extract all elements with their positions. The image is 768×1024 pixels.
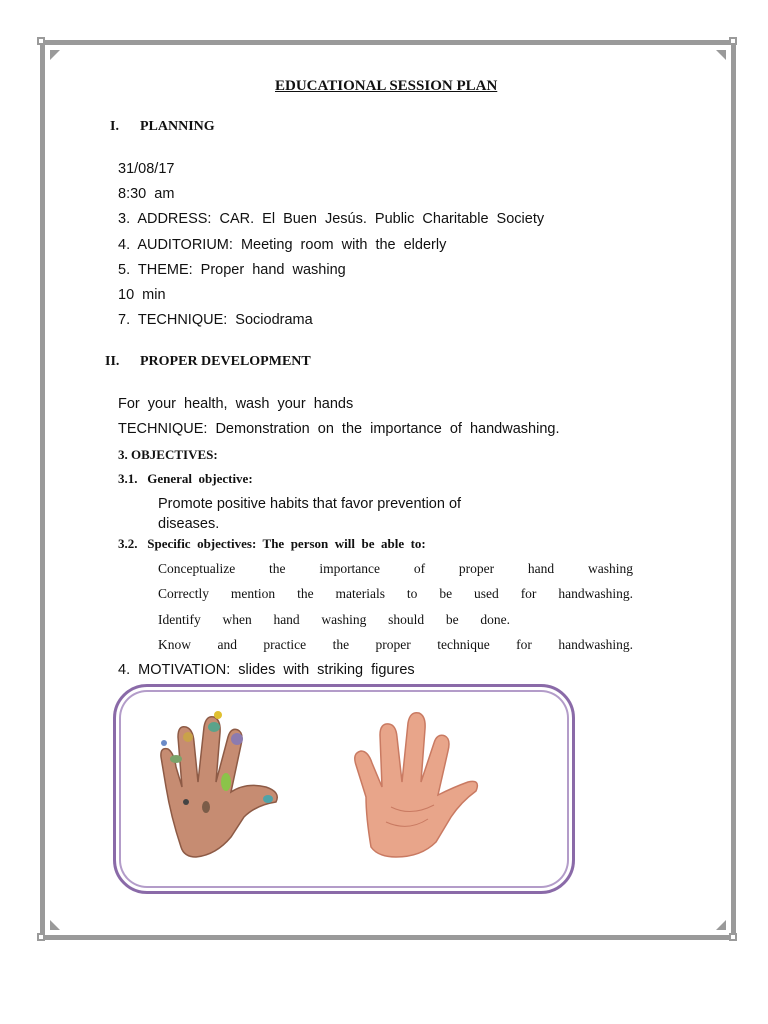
word: handwashing. <box>558 637 633 652</box>
frame-corner-bottom-right <box>729 933 737 941</box>
frame-corner-top-right <box>729 37 737 45</box>
word: be <box>439 586 453 601</box>
word: materials <box>335 586 385 601</box>
word: the <box>332 637 350 652</box>
word: mention <box>230 586 276 601</box>
planning-technique: 7. TECHNIQUE: Sociodrama <box>118 312 313 328</box>
germy-hand-illustration <box>161 711 277 857</box>
word: the <box>269 561 286 576</box>
word: practice <box>263 637 307 652</box>
illustration-frame <box>113 684 575 894</box>
frame-corner-top-left <box>37 37 45 45</box>
word: handwashing. <box>558 586 633 601</box>
word: used <box>474 586 499 601</box>
word: Identify <box>158 612 201 627</box>
word: proper <box>375 637 411 652</box>
frame-triangle-top-right <box>716 50 726 60</box>
development-technique: TECHNIQUE: Demonstration on the importance of handwashing. <box>118 421 560 437</box>
word: should <box>388 612 425 627</box>
planning-date: 31/08/17 <box>118 161 175 177</box>
specific-objective-4 <box>158 637 633 653</box>
word: proper <box>458 561 495 576</box>
word: for <box>520 586 537 601</box>
planning-address: 3. ADDRESS: CAR. El Buen Jesús. Public Charitable Society <box>118 211 545 227</box>
word: to <box>406 586 418 601</box>
frame-triangle-top-left <box>50 50 60 60</box>
frame-triangle-bottom-right <box>716 920 726 930</box>
general-objective-text-line-2: diseases. <box>158 516 220 532</box>
section-2-number: II. <box>105 354 120 369</box>
specific-objective-1 <box>158 561 633 577</box>
word: Correctly <box>158 586 209 601</box>
frame-corner-bottom-left <box>37 933 45 941</box>
word: washing <box>587 561 633 576</box>
section-1-heading: PLANNING <box>140 119 215 134</box>
objectives-heading: 3. OBJECTIVES: <box>118 447 218 462</box>
word: when <box>222 612 252 627</box>
word: technique <box>437 637 490 652</box>
planning-time: 8:30 am <box>118 186 175 202</box>
planning-theme: 5. THEME: Proper hand washing <box>118 262 346 278</box>
motivation-line: 4. MOTIVATION: slides with striking figures <box>118 662 415 678</box>
development-slogan: For your health, wash your hands <box>118 396 354 412</box>
section-2-heading: PROPER DEVELOPMENT <box>140 354 311 369</box>
word: for <box>516 637 532 652</box>
word: hand <box>527 561 555 576</box>
section-1-number: I. <box>110 119 119 134</box>
word: importance <box>319 561 381 576</box>
word: of <box>413 561 426 576</box>
word: be <box>445 612 459 627</box>
general-objective-text-line-1: Promote positive habits that favor prevention of <box>158 496 462 512</box>
hands-illustration <box>116 687 572 891</box>
word: washing <box>321 612 367 627</box>
word: Know <box>158 637 191 652</box>
word: the <box>297 586 314 601</box>
specific-objectives-label: 3.2. Specific objectives: The person will be able to: <box>118 536 426 551</box>
document-title: EDUCATIONAL SESSION PLAN <box>275 78 498 94</box>
specific-objective-3 <box>158 612 510 628</box>
general-objective-label: 3.1. General objective: <box>118 471 253 486</box>
planning-auditorium: 4. AUDITORIUM: Meeting room with the elderly <box>118 237 447 253</box>
word: hand <box>273 612 300 627</box>
clean-hand-illustration <box>355 713 478 857</box>
planning-duration: 10 min <box>118 287 166 303</box>
word: and <box>217 637 237 652</box>
frame-triangle-bottom-left <box>50 920 60 930</box>
word: done. <box>480 612 510 627</box>
specific-objective-2 <box>158 586 633 602</box>
word: Conceptualize <box>158 561 236 576</box>
